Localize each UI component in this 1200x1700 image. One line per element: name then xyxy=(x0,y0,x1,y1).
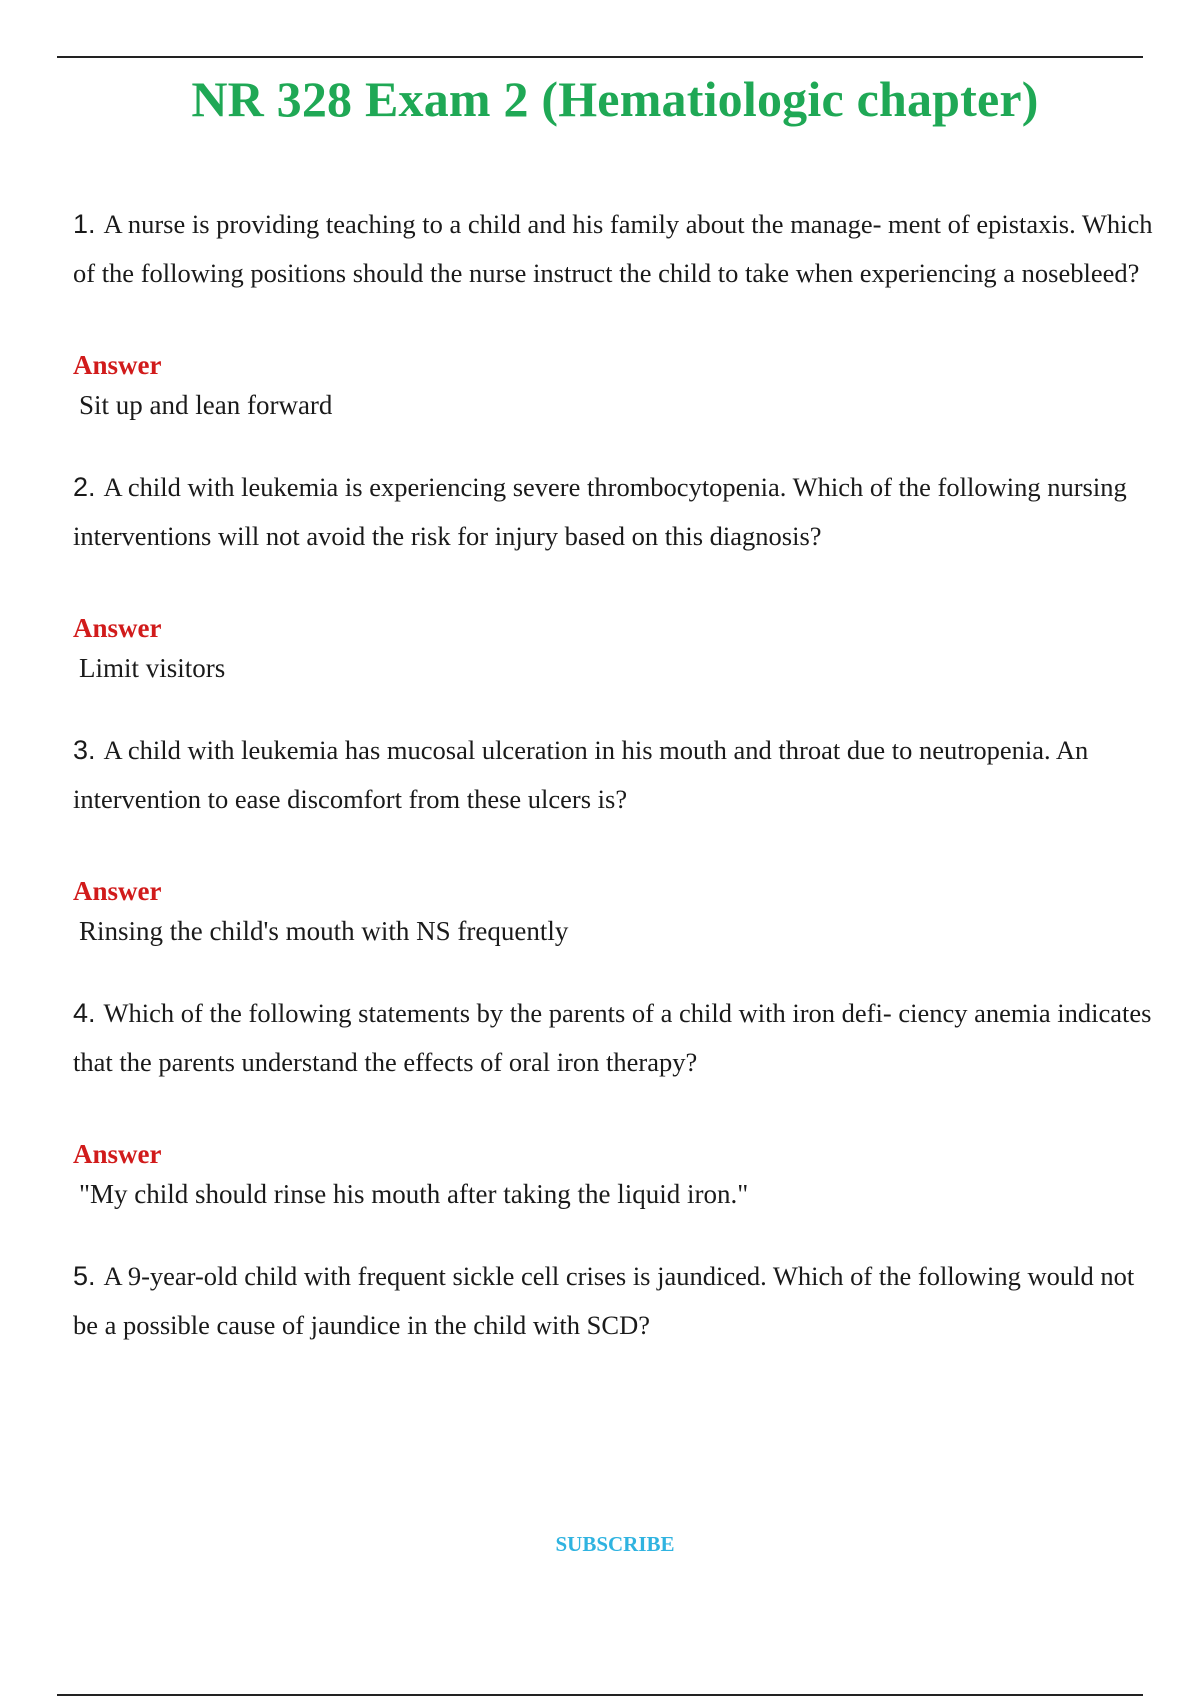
question-block-2 xyxy=(73,463,1153,688)
question-1 xyxy=(73,200,1153,298)
answer-label: Answer xyxy=(73,1139,162,1169)
question-text: Which of the following statements by the parents of a child with iron defi- ciency anemia indicates that the parents understand the effects of oral iron therapy? xyxy=(73,998,1152,1077)
question-block-1 xyxy=(73,200,1153,425)
subscribe-link[interactable]: SUBSCRIBE xyxy=(555,1532,675,1556)
question-2 xyxy=(73,463,1153,561)
question-4 xyxy=(73,989,1153,1087)
question-block-4 xyxy=(73,989,1153,1214)
question-text: A child with leukemia has mucosal ulceration in his mouth and throat due to neutropenia. An intervention to ease discomfort from these ulcers is? xyxy=(73,735,1089,814)
answer-label: Answer xyxy=(73,876,162,906)
question-3 xyxy=(73,726,1153,824)
question-5 xyxy=(73,1252,1153,1350)
answer-label: Answer xyxy=(73,613,162,643)
bottom-rule xyxy=(57,1694,1143,1696)
question-number: 3. xyxy=(73,735,96,765)
top-rule xyxy=(57,56,1143,58)
question-list xyxy=(73,200,1153,1350)
question-number: 1. xyxy=(73,209,96,239)
answer-text: Rinsing the child's mouth with NS frequently xyxy=(79,916,569,946)
question-number: 4. xyxy=(73,998,96,1028)
question-text: A nurse is providing teaching to a child and his family about the manage- ment of epistaxis. Which of the following positions should the nurse instruct the child to take when experiencing a nosebleed? xyxy=(73,209,1153,288)
answer-text: "My child should rinse his mouth after taking the liquid iron." xyxy=(79,1179,749,1209)
question-block-5 xyxy=(73,1252,1153,1350)
question-block-3 xyxy=(73,726,1153,951)
question-text: A 9-year-old child with frequent sickle cell crises is jaundiced. Which of the following would not be a possible cause of jaundice in the child with SCD? xyxy=(73,1261,1135,1340)
question-number: 5. xyxy=(73,1261,96,1291)
question-number: 2. xyxy=(73,472,96,502)
question-text: A child with leukemia is experiencing severe thrombocytopenia. Which of the following nursing interventions will not avoid the risk for injury based on this diagnosis? xyxy=(73,472,1127,551)
answer-text: Limit visitors xyxy=(79,653,226,683)
answer-label: Answer xyxy=(73,350,162,380)
page-title: NR 328 Exam 2 (Hematiologic chapter) xyxy=(191,71,1039,127)
answer-text: Sit up and lean forward xyxy=(79,390,333,420)
